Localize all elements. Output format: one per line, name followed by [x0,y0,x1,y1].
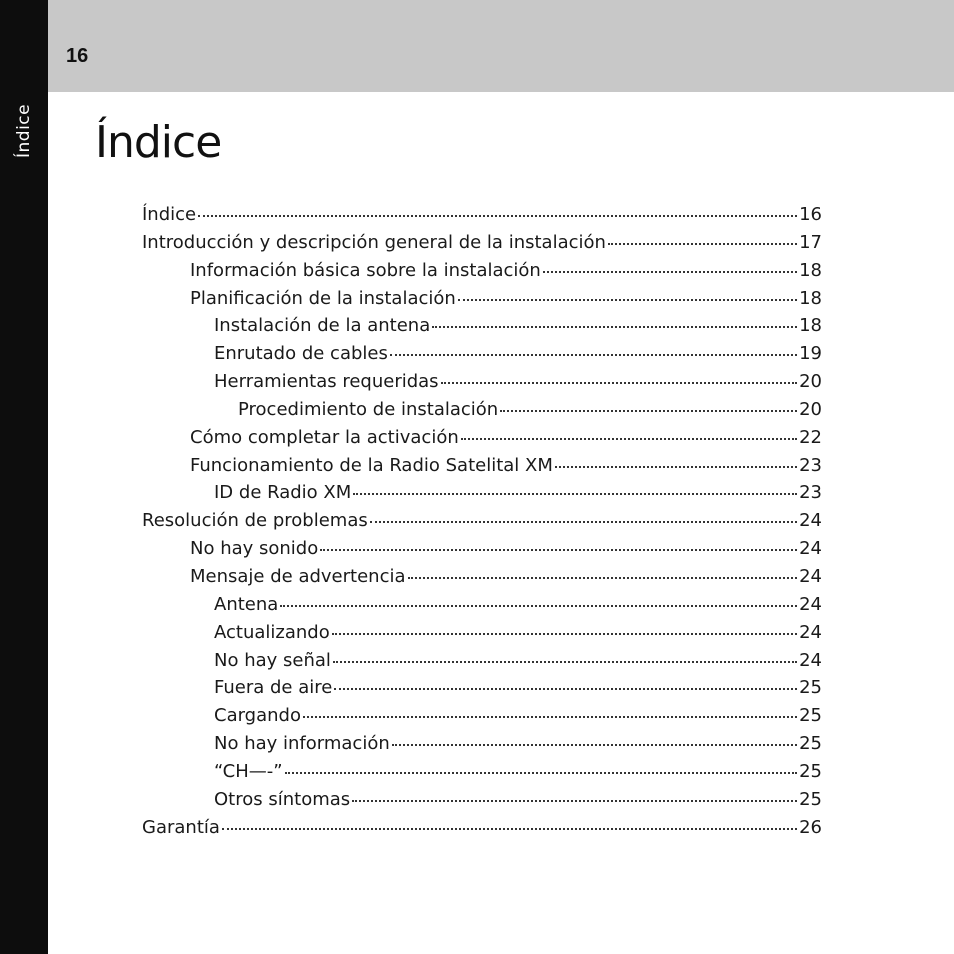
toc-dot-leader [408,577,798,579]
toc-entry[interactable] [142,619,822,647]
side-tab [0,0,48,954]
toc-entry[interactable] [142,814,822,842]
page-number: 16 [66,45,89,67]
toc-entry-label: Procedimiento de instalación [238,398,499,420]
toc-entry[interactable] [142,368,822,396]
toc-entry[interactable] [142,507,822,535]
toc-dot-leader [441,382,798,384]
toc-dot-leader [198,215,797,217]
toc-entry-page: 23 [799,454,822,476]
toc-dot-leader [390,354,797,356]
toc-dot-leader [608,243,797,245]
toc-entry[interactable] [142,424,822,452]
toc-entry-page: 19 [799,343,822,365]
toc-dot-leader [334,688,797,690]
toc-entry-page: 20 [799,371,822,393]
toc-entry-label: No hay información [214,733,390,755]
toc-entry-label: Garantía [142,816,220,838]
toc-entry[interactable] [142,758,822,786]
toc-entry[interactable] [142,452,822,480]
toc-entry-page: 22 [799,426,822,448]
toc-entry[interactable] [142,340,822,368]
toc-dot-leader [332,633,797,635]
toc-entry-label: Mensaje de advertencia [190,565,406,587]
page-title: Índice [95,117,222,168]
toc-entry-page: 18 [799,259,822,281]
toc-entry-label: Herramientas requeridas [214,371,439,393]
toc-entry-page: 24 [799,621,822,643]
toc-dot-leader [555,466,797,468]
toc-entry[interactable] [142,730,822,758]
toc-entry-label: Resolución de problemas [142,510,368,532]
toc-entry-page: 25 [799,760,822,782]
toc-entry-label: Actualizando [214,621,330,643]
toc-entry-label: Fuera de aire [214,677,333,699]
toc-entry-label: Antena [214,593,279,615]
toc-entry-label: No hay sonido [190,538,319,560]
toc-entry-label: Otros síntomas [214,788,351,810]
toc-dot-leader [432,326,797,328]
toc-entry-label: Introducción y descripción general de la instalación [142,231,606,253]
toc-entry-page: 24 [799,510,822,532]
toc-entry[interactable] [142,786,822,814]
toc-entry[interactable] [142,647,822,675]
toc-dot-leader [461,438,797,440]
toc-entry-page: 25 [799,705,822,727]
toc-entry-page: 24 [799,538,822,560]
toc-entry[interactable] [142,285,822,313]
toc-entry[interactable] [142,591,822,619]
toc-entry-page: 24 [799,593,822,615]
toc-entry[interactable] [142,479,822,507]
toc-entry-page: 25 [799,677,822,699]
toc-entry[interactable] [142,229,822,257]
toc-dot-leader [303,716,797,718]
toc-entry[interactable] [142,257,822,285]
toc-dot-leader [280,605,797,607]
toc-entry-page: 18 [799,315,822,337]
toc-dot-leader [370,521,797,523]
toc-dot-leader [392,744,797,746]
toc-entry-label: Funcionamiento de la Radio Satelital XM [190,454,553,476]
toc-entry-page: 16 [799,204,822,225]
toc-entry-page: 24 [799,565,822,587]
toc-entry[interactable] [142,201,822,229]
toc-dot-leader [458,299,797,301]
toc-entry[interactable] [142,563,822,591]
toc-entry-page: 23 [799,482,822,504]
toc-dot-leader [543,271,797,273]
toc-entry[interactable] [142,312,822,340]
toc-dot-leader [353,493,797,495]
toc-entry[interactable] [142,535,822,563]
toc-entry-label: Cargando [214,705,301,727]
toc-entry-label: Planificación de la instalación [190,287,456,309]
toc-entry-page: 26 [799,816,822,838]
side-tab-label: Índice [14,103,34,159]
toc-dot-leader [500,410,797,412]
toc-dot-leader [333,661,797,663]
toc-entry-page: 20 [799,398,822,420]
toc-entry-label: Índice [142,204,197,225]
toc-entry-page: 18 [799,287,822,309]
toc-entry-label: ID de Radio XM [214,482,352,504]
toc-entry-label: Enrutado de cables [214,343,388,365]
toc-entry-page: 25 [799,788,822,810]
toc-entry-page: 17 [799,231,822,253]
toc-entry[interactable] [142,396,822,424]
toc-entry-page: 24 [799,649,822,671]
toc-dot-leader [320,549,797,551]
toc-dot-leader [352,800,797,802]
toc-dot-leader [222,828,797,830]
toc-entry[interactable] [142,674,822,702]
toc-dot-leader [285,772,797,774]
header-band [48,0,954,92]
toc-entry-label: Cómo completar la activación [190,426,459,448]
toc-entry-label: “CH—-” [214,760,283,782]
toc-entry-page: 25 [799,733,822,755]
table-of-contents [142,201,822,841]
toc-entry-label: Información básica sobre la instalación [190,259,541,281]
toc-entry[interactable] [142,702,822,730]
toc-entry-label: Instalación de la antena [214,315,431,337]
toc-entry-label: No hay señal [214,649,331,671]
